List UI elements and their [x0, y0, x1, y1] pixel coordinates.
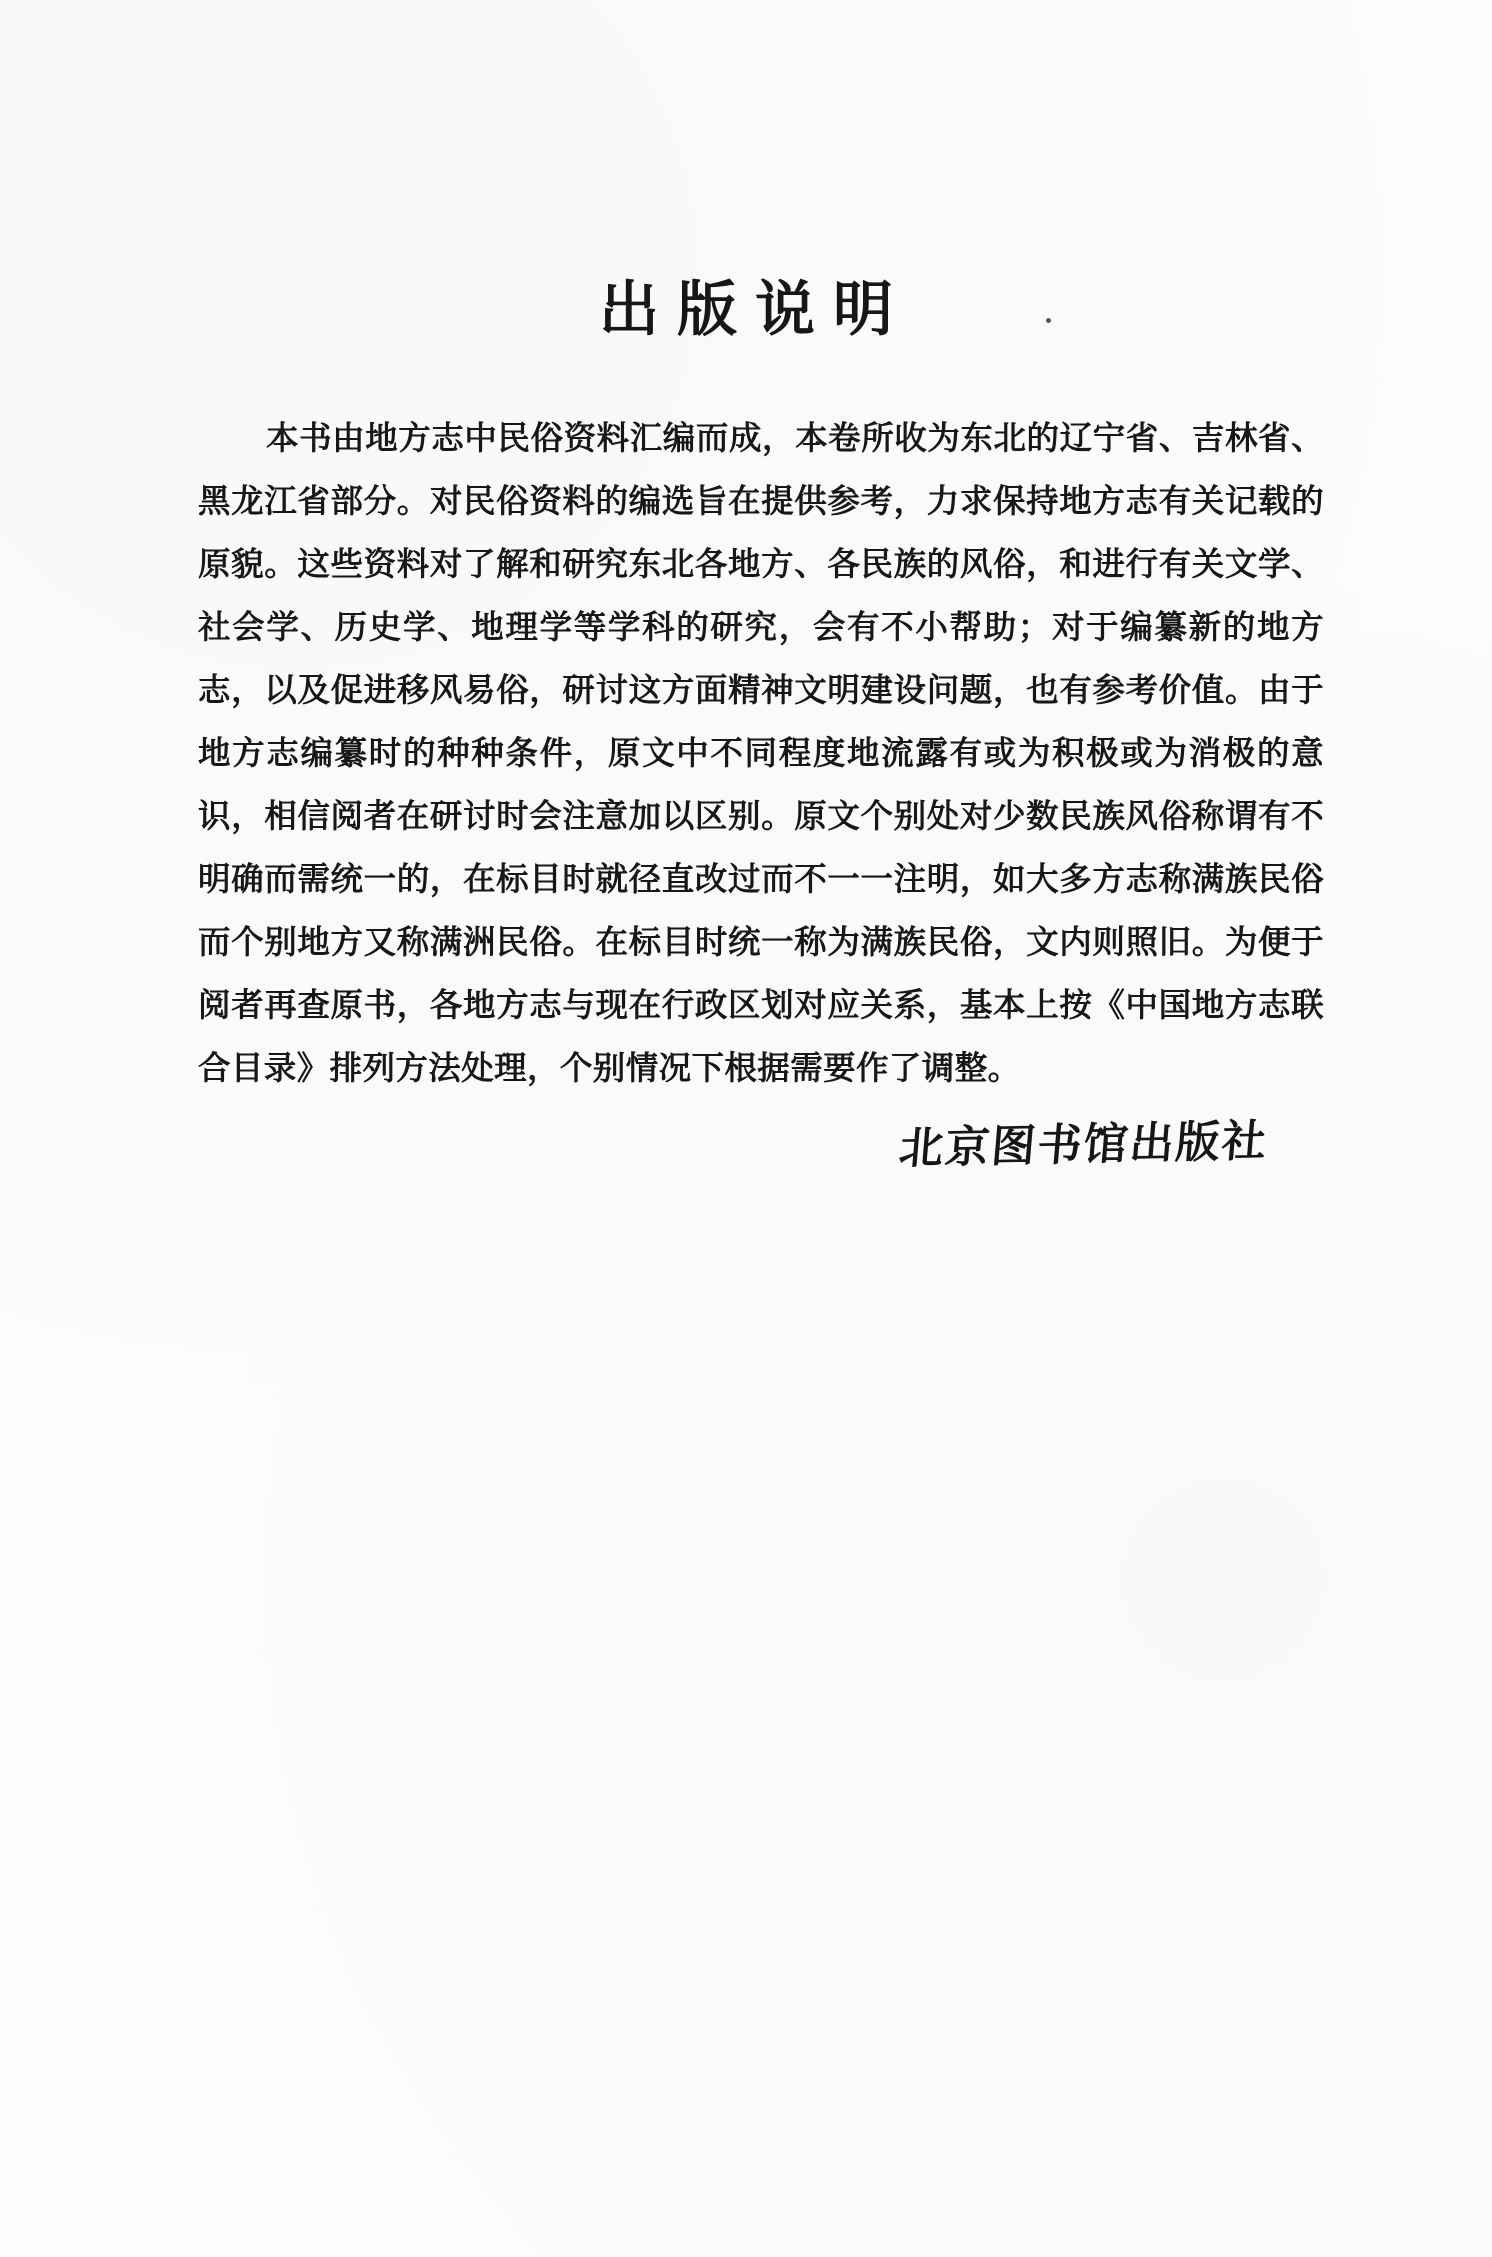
ink-speck-mark [1046, 318, 1051, 323]
body-paragraph: 本书由地方志中民俗资料汇编而成，本卷所收为东北的辽宁省、吉林省、黑龙江省部分。对民俗资料的编选旨在提供参考，力求保持地方志有关记载的原貌。这些资料对了解和研究东北各地方、各民族的风俗，和进行有关文学、社会学、历史学、地理学等学科的研究，会有不小帮助；对于编纂新的地方志，以及促进移风易俗，研讨这方面精神文明建设问题，也有参考价值。由于地方志编纂时的种种条件，原文中不同程度地流露有或为积极或为消极的意识，相信阅者在研讨时会注意加以区别。原文个别处对少数民族风俗称谓有不明确而需统一的，在标目时就径直改过而不一一注明，如大多方志称满族民俗而个别地方又称满洲民俗。在标目时统一称为满族民俗，文内则照旧。为便于阅者再查原书，各地方志与现在行政区划对应关系，基本上按《中国地方志联合目录》排列方法处理，个别情况下根据需要作了调整。 [198, 418, 1324, 1087]
publisher-signature: 北京图书馆出版社 [897, 1115, 1271, 1175]
blank-lower-area [0, 1260, 1492, 2257]
page-title: 出版说明 [599, 275, 911, 345]
